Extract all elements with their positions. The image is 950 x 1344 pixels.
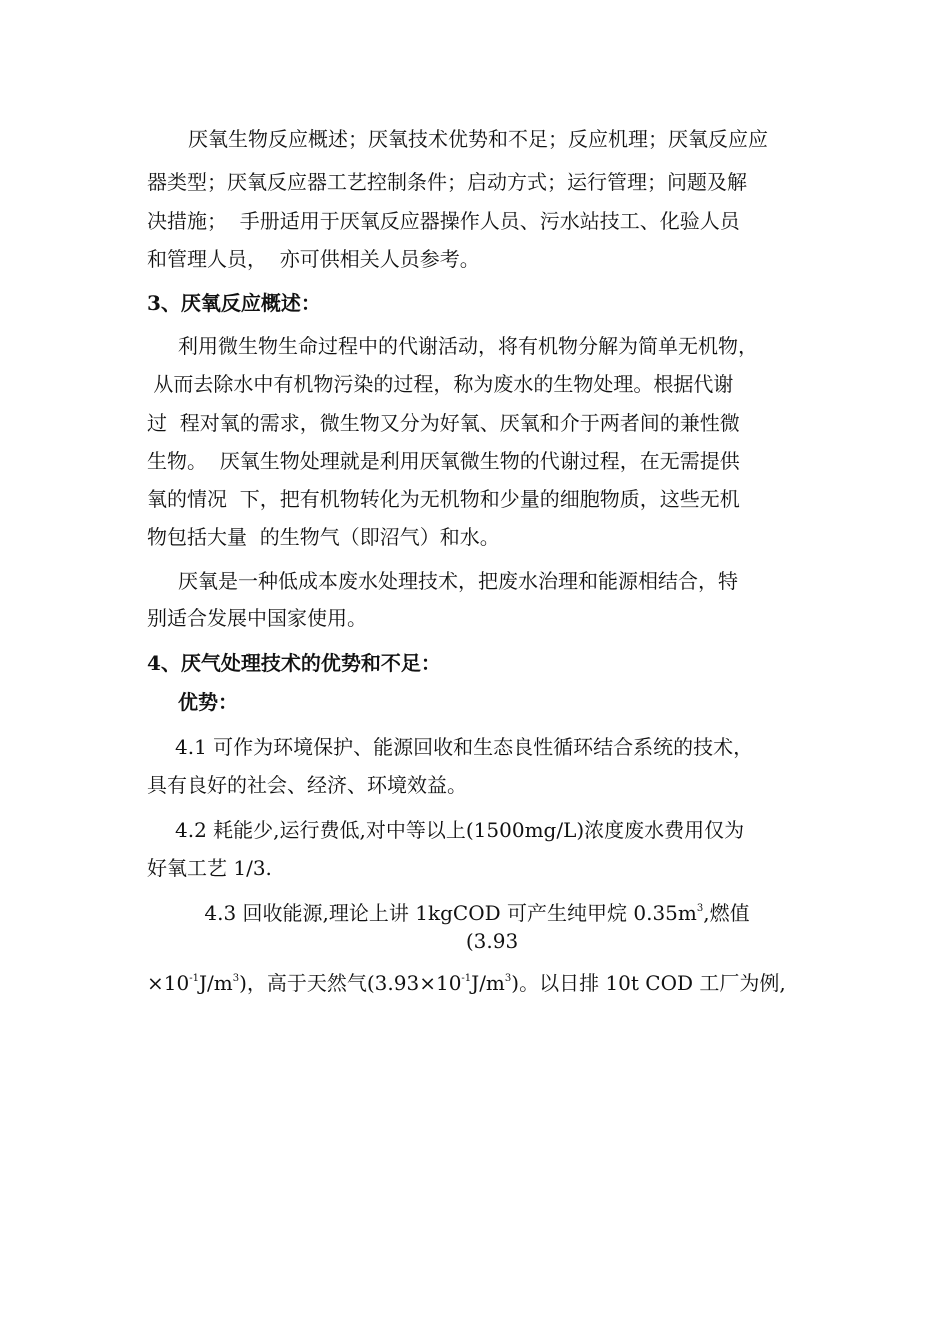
section-4-subheading: 优势： xyxy=(178,690,238,714)
item-4-3-line-3-text-d: J/m xyxy=(471,971,505,995)
item-4-3-line-3-sup-1: -1 xyxy=(189,973,199,984)
item-4-1-line-2: 具有良好的社会、经济、环境效益。 xyxy=(147,773,467,797)
intro-line-3: 决措施； 手册适用于厌氧反应器操作人员、污水站技工、化验人员 xyxy=(147,209,740,233)
section-3-para-1-line-6: 物包括大量 的生物气（即沼气）和水。 xyxy=(147,525,500,549)
item-4-2-line-1: 4.2 耗能少,运行费低,对中等以上(1500mg/L)浓度废水费用仅为 xyxy=(175,818,745,842)
item-4-3-line-3-sup-2: 3 xyxy=(232,973,240,984)
item-4-3-line-3-sup-4: 3 xyxy=(504,973,512,984)
section-3-heading: 3、厌氧反应概述： xyxy=(147,291,321,315)
section-3-para-1-line-1: 利用微生物生命过程中的代谢活动，将有机物分解为简单无机物， xyxy=(178,334,758,358)
section-4-heading: 4、厌气处理技术的优势和不足： xyxy=(147,651,441,675)
item-4-2-line-2: 好氧工艺 1/3. xyxy=(147,856,272,880)
item-4-3-line-3-sup-3: -1 xyxy=(461,973,472,984)
item-4-3-line-1-sup: 3 xyxy=(696,903,704,914)
item-4-3-line-3-text-b: J/m xyxy=(198,971,233,995)
section-3-para-1-line-4: 生物。 厌氧生物处理就是利用厌氧微生物的代谢过程，在无需提供 xyxy=(147,449,740,473)
section-3-para-1-line-2: 从而去除水中有机物污染的过程，称为废水的生物处理。根据代谢 xyxy=(147,372,734,396)
section-3-para-1-line-5: 氧的情况 下，把有机物转化为无机物和少量的细胞物质，这些无机 xyxy=(147,487,740,511)
item-4-3-line-1-text-a: 4.3 回收能源,理论上讲 1kgCOD 可产生纯甲烷 0.35m xyxy=(204,901,697,925)
item-4-3-line-3-text-a: ×10 xyxy=(147,971,190,995)
item-4-3-line-3-text-e: )。以日排 10t COD 工厂为例, xyxy=(511,971,786,995)
section-3-para-2-line-1: 厌氧是一种低成本废水处理技术，把废水治理和能源相结合，特 xyxy=(178,569,738,593)
intro-line-4: 和管理人员， 亦可供相关人员参考。 xyxy=(147,247,480,271)
item-4-1-line-1: 4.1 可作为环境保护、能源回收和生态良性循环结合系统的技术， xyxy=(175,735,754,759)
intro-line-1: 厌氧生物反应概述；厌氧技术优势和不足；反应机理；厌氧反应应 xyxy=(188,127,768,151)
section-3-para-1-line-3: 过 程对氧的需求，微生物又分为好氧、厌氧和介于两者间的兼性微 xyxy=(147,411,740,435)
item-4-3-line-3 xyxy=(147,970,786,996)
item-4-3-line-1 xyxy=(147,900,807,926)
section-3-para-2-line-2: 别适合发展中国家使用。 xyxy=(147,606,367,630)
item-4-3-line-1-text-b: ,燃值 xyxy=(703,901,750,925)
intro-line-2: 器类型；厌氧反应器工艺控制条件；启动方式；运行管理；问题及解 xyxy=(147,170,747,194)
item-4-3-line-3-text-c: )，高于天然气(3.93×10 xyxy=(239,971,462,995)
item-4-3-line-2: (3.93 xyxy=(465,929,519,953)
